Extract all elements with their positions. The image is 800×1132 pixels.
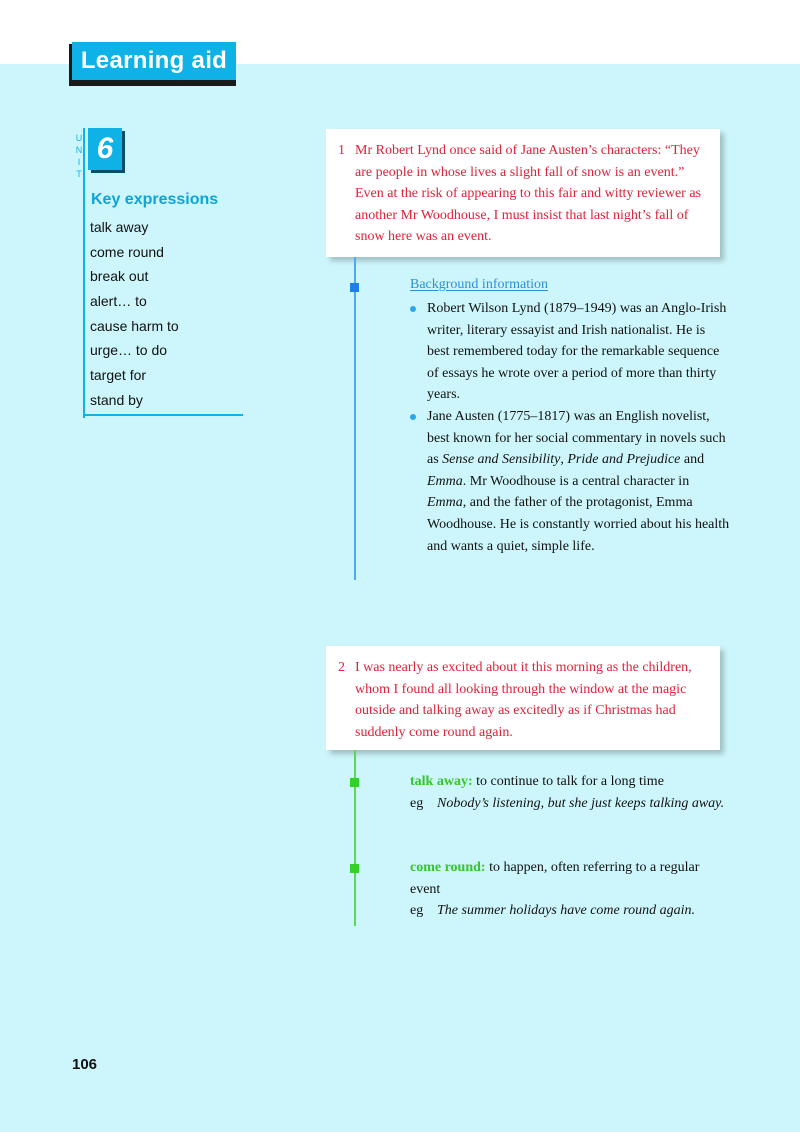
quote-box-2 — [326, 646, 720, 750]
definition-term: talk away: — [410, 774, 473, 789]
definition-entry — [410, 857, 730, 922]
background-bullet — [410, 406, 730, 557]
unit-letter: N — [75, 145, 83, 155]
quote-box-1 — [326, 129, 720, 257]
note-marker — [350, 283, 359, 292]
example-text: Nobody’s listening, but she just keeps talking away. — [437, 795, 725, 811]
book-title: Pride and Prejudice — [567, 452, 681, 468]
bullet-text: Robert Wilson Lynd (1879–1949) was an Anglo-Irish writer, literary essayist and Irish nationalist. He is best remembered today for the remarkable sequence of essays he wrote over a period of more than thirty years. — [427, 301, 727, 403]
unit-letter: T — [76, 169, 82, 179]
definition-example — [410, 793, 730, 815]
example-label: eg — [410, 903, 424, 919]
page-number: 106 — [72, 1056, 98, 1073]
background-bullet — [410, 298, 730, 406]
definition-term: come round: — [410, 860, 486, 875]
book-title: Sense and Sensibility — [442, 452, 561, 468]
definition-meaning: to continue to talk for a long time — [476, 774, 664, 789]
key-expressions-list — [90, 215, 179, 413]
definition-marker — [350, 778, 359, 787]
unit-letter: I — [77, 157, 81, 167]
definition-example — [410, 900, 730, 922]
unit-number-badge — [88, 128, 122, 170]
key-expressions-title: Key expressions — [91, 191, 219, 208]
key-expression-item: cause harm to — [90, 317, 179, 334]
key-expression-item: break out — [90, 268, 149, 285]
key-expression-item: alert… to — [90, 293, 147, 310]
section-title: Learning aid — [80, 47, 228, 74]
definition-marker — [350, 864, 359, 873]
definition-connector-line — [354, 750, 356, 926]
key-expression-item: come round — [90, 243, 164, 260]
background-info-list — [410, 298, 730, 557]
key-expression-item: stand by — [90, 391, 143, 408]
bullet-dot-icon — [410, 414, 416, 420]
unit-divider-horizontal — [83, 414, 243, 416]
bullet-dot-icon — [410, 306, 416, 312]
quote-text: I was nearly as excited about it this morning as the children, whom I found all looking through the window at the magic outside and talking away as excitedly as if Christmas had suddenly come round again. — [355, 660, 692, 740]
quote-number: 1 — [338, 143, 345, 158]
bullet-text-part: Jane Austen (1775–1817) was an English novelist, best known for her social commentary in novels such as — [427, 408, 726, 468]
example-text: The summer holidays have come round again. — [437, 903, 696, 919]
book-title: Emma — [427, 473, 463, 489]
note-connector-line — [354, 257, 356, 580]
key-expression-item: talk away — [90, 219, 149, 235]
example-label: eg — [410, 795, 424, 811]
unit-letter: U — [75, 133, 83, 143]
section-header — [72, 42, 236, 80]
book-title: Emma — [427, 495, 463, 511]
key-expression-item: urge… to do — [90, 342, 168, 359]
definition-entry — [410, 771, 730, 814]
quote-text: Mr Robert Lynd once said of Jane Austen’s characters: “They are people in whose lives a slight fall of snow is an event.” Even at the risk of appearing to this fair and witty reviewer as another Mr Woodhouse, I must insist that last night’s fall of snow here was an event. — [355, 143, 701, 244]
background-info-heading: Background information — [410, 277, 549, 292]
bullet-text-part: and — [680, 452, 705, 468]
quote-number: 2 — [338, 660, 345, 675]
bullet-text-part: . Mr Woodhouse is a central character in — [462, 473, 690, 489]
unit-number: 6 — [96, 132, 114, 165]
key-expression-item: target for — [90, 367, 147, 384]
definition-meaning: to happen, often referring to a regular event — [410, 860, 700, 897]
bullet-text-part: , — [560, 452, 568, 468]
unit-divider-vertical — [83, 128, 85, 418]
bullet-text-part: , and the father of the protagonist, Emma Woodhouse. He is constantly worried about his health and wants a quiet, simple life. — [427, 495, 730, 554]
